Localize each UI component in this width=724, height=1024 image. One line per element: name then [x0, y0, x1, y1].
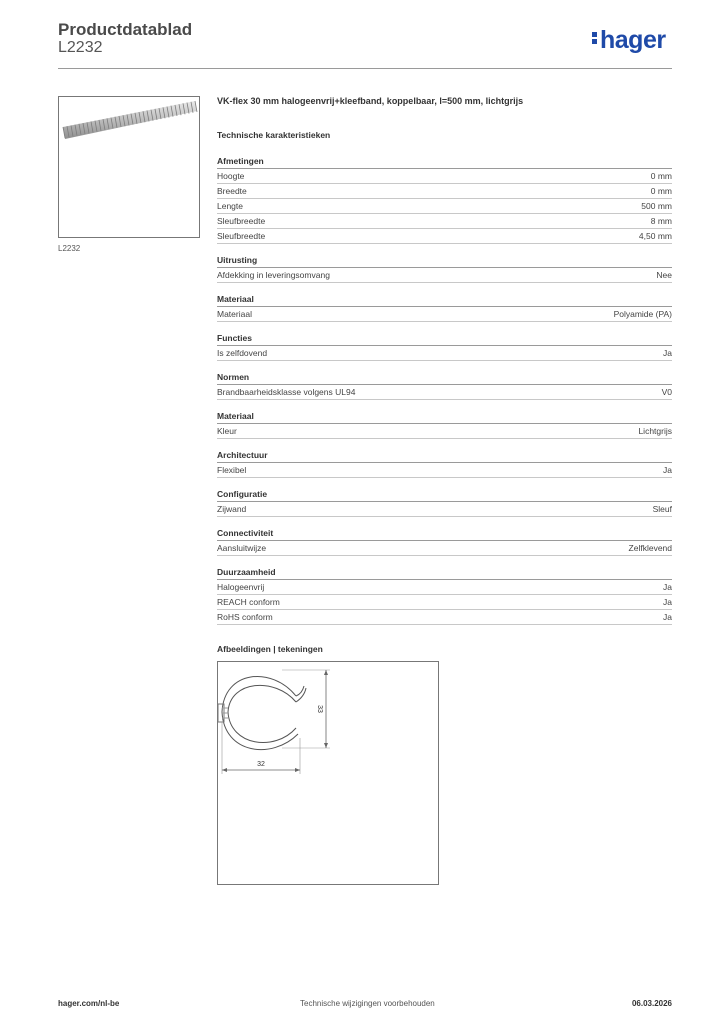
section-heading: Afmetingen	[217, 154, 672, 169]
spec-row	[217, 229, 672, 244]
footer-notice: Technische wijzigingen voorbehouden	[300, 999, 435, 1008]
spec-sections	[217, 154, 672, 634]
spec-row	[217, 541, 672, 556]
header-divider	[58, 68, 672, 69]
spec-row	[217, 580, 672, 595]
spec-section	[217, 331, 672, 361]
spec-row	[217, 214, 672, 229]
spec-label: Sleufbreedte	[217, 216, 266, 226]
spec-row	[217, 307, 672, 322]
footer-website[interactable]: hager.com/nl-be	[58, 999, 120, 1008]
spec-label: Afdekking in leveringsomvang	[217, 270, 330, 280]
section-heading: Architectuur	[217, 448, 672, 463]
dim-width-label: 32	[257, 761, 265, 768]
spec-label: Materiaal	[217, 309, 252, 319]
spec-row	[217, 199, 672, 214]
spec-value: 8 mm	[650, 216, 672, 226]
spec-section	[217, 154, 672, 244]
spec-label: Kleur	[217, 426, 237, 436]
technical-drawing	[217, 661, 439, 885]
section-heading: Duurzaamheid	[217, 565, 672, 580]
images-title: Afbeeldingen | tekeningen	[217, 644, 323, 654]
product-description: VK-flex 30 mm halogeenvrij+kleefband, koppelbaar, l=500 mm, lichtgrijs	[217, 96, 524, 106]
section-heading: Materiaal	[217, 409, 672, 424]
spec-section	[217, 448, 672, 478]
spec-section	[217, 292, 672, 322]
spec-label: Is zelfdovend	[217, 348, 268, 358]
spec-value: Lichtgrijs	[638, 426, 672, 436]
spec-label: Zijwand	[217, 504, 247, 514]
spec-label: Aansluitwijze	[217, 543, 267, 553]
spec-label: Sleufbreedte	[217, 231, 266, 241]
spec-value: Ja	[663, 348, 672, 358]
spec-row	[217, 610, 672, 625]
spec-label: Hoogte	[217, 171, 245, 181]
article-number: L2232	[58, 39, 103, 56]
spec-row	[217, 169, 672, 184]
spec-row	[217, 595, 672, 610]
section-heading: Configuratie	[217, 487, 672, 502]
spec-value: 0 mm	[650, 171, 672, 181]
footer-date: 06.03.2026	[631, 999, 672, 1008]
spec-value: Ja	[663, 465, 672, 475]
spec-row	[217, 346, 672, 361]
spec-value: 500 mm	[641, 201, 672, 211]
spec-value: Ja	[663, 597, 672, 607]
spec-value: Nee	[656, 270, 672, 280]
page-title: Productdatablad	[58, 20, 193, 39]
spec-value: Ja	[663, 612, 672, 622]
spec-value: 4,50 mm	[638, 231, 672, 241]
spec-label: REACH conform	[217, 597, 280, 607]
spec-row	[217, 184, 672, 199]
section-heading: Materiaal	[217, 292, 672, 307]
spec-label: Breedte	[217, 186, 247, 196]
spec-label: RoHS conform	[217, 612, 273, 622]
section-heading: Normen	[217, 370, 672, 385]
spec-row	[217, 463, 672, 478]
section-heading: Connectiviteit	[217, 526, 672, 541]
spec-section	[217, 526, 672, 556]
spec-section	[217, 565, 672, 625]
spec-label: Halogeenvrij	[217, 582, 265, 592]
spec-value: Polyamide (PA)	[613, 309, 672, 319]
section-heading: Uitrusting	[217, 253, 672, 268]
spec-section	[217, 253, 672, 283]
image-caption: L2232	[58, 244, 81, 253]
spec-label: Flexibel	[217, 465, 247, 475]
spec-row	[217, 268, 672, 283]
section-heading: Functies	[217, 331, 672, 346]
spec-value: Sleuf	[652, 504, 672, 514]
logo-dots-icon	[592, 30, 598, 46]
spec-value: V0	[661, 387, 672, 397]
spec-value: Zelfklevend	[628, 543, 672, 553]
spec-label: Lengte	[217, 201, 243, 211]
hager-logo	[592, 26, 666, 55]
dim-height-label: 33	[316, 705, 323, 713]
spec-section	[217, 487, 672, 517]
spec-row	[217, 424, 672, 439]
logo-text: hager	[600, 26, 666, 54]
spec-row	[217, 502, 672, 517]
spec-label: Brandbaarheidsklasse volgens UL94	[217, 387, 356, 397]
tech-title: Technische karakteristieken	[217, 130, 331, 140]
spec-value: 0 mm	[650, 186, 672, 196]
spec-section	[217, 409, 672, 439]
spec-section	[217, 370, 672, 400]
product-image	[58, 96, 200, 238]
spec-value: Ja	[663, 582, 672, 592]
spec-row	[217, 385, 672, 400]
